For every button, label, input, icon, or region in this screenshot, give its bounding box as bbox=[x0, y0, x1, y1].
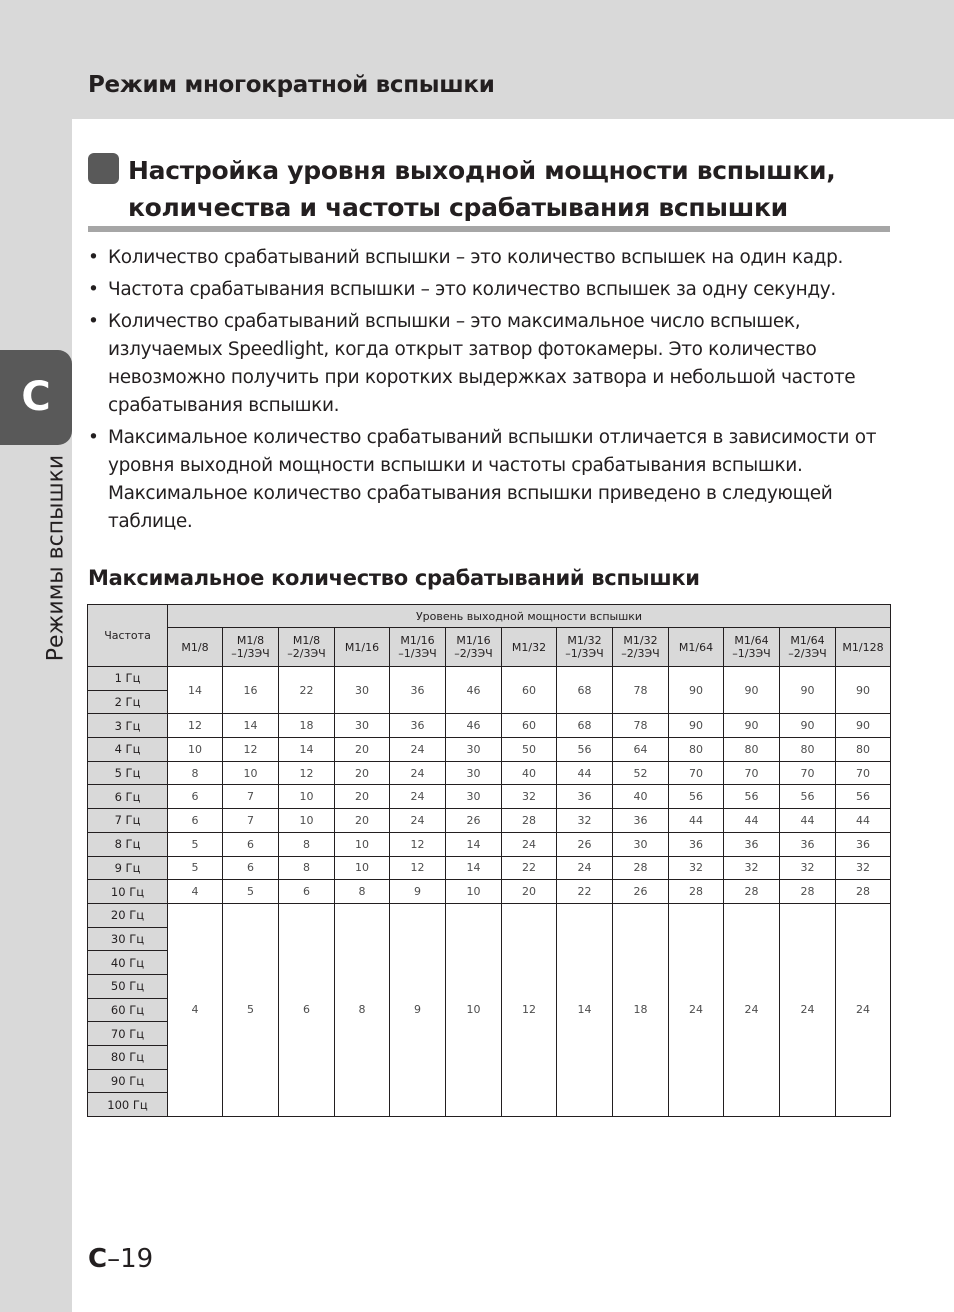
frequency-label: 30 Гц bbox=[88, 927, 168, 951]
flash-count-cell: 24 bbox=[669, 903, 724, 1116]
flash-count-cell: 12 bbox=[502, 903, 557, 1116]
flash-count-cell: 10 bbox=[446, 903, 502, 1116]
frequency-label: 4 Гц bbox=[88, 738, 168, 762]
flash-count-cell: 30 bbox=[335, 714, 390, 738]
column-header-line: M1/16 bbox=[456, 634, 491, 647]
page-number bbox=[88, 1244, 153, 1274]
flash-count-cell: 28 bbox=[836, 880, 891, 904]
column-header-line: M1/64 bbox=[734, 634, 769, 647]
page-number-suffix: –19 bbox=[107, 1244, 154, 1274]
flash-count-cell: 12 bbox=[168, 714, 223, 738]
flash-count-cell: 22 bbox=[557, 880, 613, 904]
column-header-line: M1/16 bbox=[400, 634, 435, 647]
bullet-item bbox=[88, 424, 888, 536]
column-header-line: –2/3ЭЧ bbox=[788, 647, 827, 660]
flash-count-cell: 44 bbox=[724, 809, 780, 833]
flash-count-cell: 30 bbox=[335, 667, 390, 714]
flash-count-cell: 26 bbox=[446, 809, 502, 833]
flash-count-cell: 12 bbox=[390, 856, 446, 880]
table-row bbox=[88, 714, 891, 738]
flash-count-cell: 24 bbox=[390, 738, 446, 762]
flash-count-cell: 6 bbox=[279, 903, 335, 1116]
flash-count-cell: 32 bbox=[557, 809, 613, 833]
column-header-line: M1/64 bbox=[678, 640, 714, 654]
flash-count-cell: 10 bbox=[446, 880, 502, 904]
flash-count-cell: 14 bbox=[446, 832, 502, 856]
table-row bbox=[88, 832, 891, 856]
max-flash-count-table bbox=[87, 604, 891, 1117]
flash-count-cell: 14 bbox=[279, 738, 335, 762]
column-header bbox=[669, 628, 724, 667]
flash-count-cell: 52 bbox=[613, 761, 669, 785]
frequency-label: 2 Гц bbox=[88, 690, 168, 714]
column-header bbox=[557, 628, 613, 667]
flash-count-cell: 10 bbox=[168, 738, 223, 762]
flash-count-cell: 12 bbox=[390, 832, 446, 856]
flash-count-cell: 28 bbox=[502, 809, 557, 833]
corner-header: Частота bbox=[88, 605, 168, 667]
bullet-text: Количество срабатываний вспышки – это максимальное число вспышек, излучаемых Speedlight, когда открыт затвор фотокамеры. Это количество невозможно получить при коротких выдержках затвора и небольшой частоте срабатывания вспышки. bbox=[108, 311, 856, 416]
column-header bbox=[724, 628, 780, 667]
flash-count-cell: 78 bbox=[613, 667, 669, 714]
flash-count-cell: 28 bbox=[780, 880, 836, 904]
flash-count-cell: 24 bbox=[724, 903, 780, 1116]
table-row bbox=[88, 785, 891, 809]
bullet-dot-icon: • bbox=[88, 279, 99, 300]
flash-count-cell: 36 bbox=[613, 809, 669, 833]
flash-count-cell: 4 bbox=[168, 880, 223, 904]
flash-count-cell: 26 bbox=[557, 832, 613, 856]
table-body bbox=[88, 667, 891, 1117]
flash-count-cell: 20 bbox=[335, 738, 390, 762]
frequency-label: 20 Гц bbox=[88, 903, 168, 927]
table-row bbox=[88, 880, 891, 904]
flash-count-cell: 44 bbox=[780, 809, 836, 833]
flash-count-cell: 90 bbox=[780, 667, 836, 714]
column-header-line: –2/3ЭЧ bbox=[287, 647, 326, 660]
bullet-text: Частота срабатывания вспышки – это количество вспышек за одну секунду. bbox=[108, 279, 836, 300]
flash-count-cell: 12 bbox=[223, 738, 279, 762]
flash-count-cell: 50 bbox=[502, 738, 557, 762]
flash-count-cell: 32 bbox=[724, 856, 780, 880]
frequency-label: 90 Гц bbox=[88, 1069, 168, 1093]
frequency-label: 8 Гц bbox=[88, 832, 168, 856]
flash-count-cell: 40 bbox=[613, 785, 669, 809]
flash-count-cell: 14 bbox=[168, 667, 223, 714]
column-header-line: M1/64 bbox=[790, 634, 825, 647]
flash-count-cell: 60 bbox=[502, 714, 557, 738]
flash-count-cell: 6 bbox=[168, 785, 223, 809]
flash-count-cell: 64 bbox=[613, 738, 669, 762]
section-title-line-1: Настройка уровня выходной мощности вспышки, bbox=[128, 156, 836, 185]
flash-count-cell: 56 bbox=[669, 785, 724, 809]
frequency-label: 9 Гц bbox=[88, 856, 168, 880]
frequency-label: 3 Гц bbox=[88, 714, 168, 738]
flash-count-cell: 80 bbox=[836, 738, 891, 762]
page-header-title: Режим многократной вспышки bbox=[88, 72, 495, 98]
table-header-row-1 bbox=[88, 605, 891, 628]
bullet-dot-icon: • bbox=[88, 247, 99, 268]
flash-count-cell: 32 bbox=[669, 856, 724, 880]
flash-count-cell: 60 bbox=[502, 667, 557, 714]
column-header-line: –1/3ЭЧ bbox=[231, 647, 270, 660]
flash-count-cell: 4 bbox=[168, 903, 223, 1116]
flash-count-cell: 6 bbox=[223, 832, 279, 856]
flash-count-cell: 70 bbox=[724, 761, 780, 785]
flash-count-cell: 14 bbox=[557, 903, 613, 1116]
bullet-list bbox=[88, 244, 888, 540]
column-header-line: –2/3ЭЧ bbox=[621, 647, 660, 660]
frequency-label: 50 Гц bbox=[88, 974, 168, 998]
flash-count-cell: 7 bbox=[223, 785, 279, 809]
flash-count-cell: 9 bbox=[390, 903, 446, 1116]
frequency-label: 80 Гц bbox=[88, 1046, 168, 1070]
flash-count-cell: 22 bbox=[502, 856, 557, 880]
frequency-label: 70 Гц bbox=[88, 1022, 168, 1046]
bullet-item bbox=[88, 308, 888, 420]
flash-count-cell: 6 bbox=[279, 880, 335, 904]
flash-count-cell: 24 bbox=[557, 856, 613, 880]
flash-count-cell: 56 bbox=[557, 738, 613, 762]
frequency-label: 40 Гц bbox=[88, 951, 168, 975]
flash-count-cell: 44 bbox=[557, 761, 613, 785]
column-header bbox=[168, 628, 223, 667]
column-header bbox=[836, 628, 891, 667]
flash-count-cell: 56 bbox=[836, 785, 891, 809]
table-row bbox=[88, 761, 891, 785]
column-header bbox=[780, 628, 836, 667]
flash-count-cell: 36 bbox=[669, 832, 724, 856]
flash-count-cell: 28 bbox=[724, 880, 780, 904]
bullet-item bbox=[88, 244, 888, 272]
flash-count-cell: 28 bbox=[613, 856, 669, 880]
flash-count-cell: 56 bbox=[780, 785, 836, 809]
flash-count-cell: 90 bbox=[724, 714, 780, 738]
flash-count-cell: 26 bbox=[613, 880, 669, 904]
flash-count-cell: 70 bbox=[836, 761, 891, 785]
column-header-line: M1/8 bbox=[292, 634, 321, 647]
column-header-line: M1/128 bbox=[842, 640, 884, 654]
flash-count-cell: 70 bbox=[669, 761, 724, 785]
flash-count-cell: 24 bbox=[836, 903, 891, 1116]
flash-count-cell: 16 bbox=[223, 667, 279, 714]
flash-count-cell: 36 bbox=[390, 714, 446, 738]
bullet-text: Количество срабатываний вспышки – это количество вспышек на один кадр. bbox=[108, 247, 844, 268]
flash-count-cell: 10 bbox=[223, 761, 279, 785]
flash-count-cell: 10 bbox=[279, 809, 335, 833]
flash-count-cell: 9 bbox=[390, 880, 446, 904]
frequency-label: 60 Гц bbox=[88, 998, 168, 1022]
bullet-dot-icon: • bbox=[88, 427, 99, 448]
column-header bbox=[335, 628, 390, 667]
flash-count-cell: 18 bbox=[279, 714, 335, 738]
flash-count-cell: 14 bbox=[446, 856, 502, 880]
flash-count-cell: 7 bbox=[223, 809, 279, 833]
flash-count-cell: 90 bbox=[669, 714, 724, 738]
flash-count-cell: 28 bbox=[669, 880, 724, 904]
flash-count-cell: 24 bbox=[780, 903, 836, 1116]
flash-count-cell: 8 bbox=[335, 903, 390, 1116]
flash-count-cell: 80 bbox=[669, 738, 724, 762]
flash-count-cell: 24 bbox=[390, 785, 446, 809]
table-header-row-2 bbox=[88, 628, 891, 667]
frequency-label: 7 Гц bbox=[88, 809, 168, 833]
column-header-line: M1/32 bbox=[567, 634, 602, 647]
flash-count-cell: 56 bbox=[724, 785, 780, 809]
table-row bbox=[88, 809, 891, 833]
table-row bbox=[88, 738, 891, 762]
frequency-label: 6 Гц bbox=[88, 785, 168, 809]
flash-count-cell: 90 bbox=[780, 714, 836, 738]
flash-count-cell: 30 bbox=[613, 832, 669, 856]
flash-count-cell: 32 bbox=[780, 856, 836, 880]
flash-count-cell: 24 bbox=[502, 832, 557, 856]
chapter-letter: C bbox=[21, 374, 51, 420]
flash-count-cell: 80 bbox=[724, 738, 780, 762]
flash-count-cell: 8 bbox=[168, 761, 223, 785]
header-band bbox=[0, 0, 954, 119]
column-header bbox=[223, 628, 279, 667]
column-header-line: –1/3ЭЧ bbox=[398, 647, 437, 660]
flash-count-cell: 20 bbox=[335, 761, 390, 785]
flash-count-cell: 44 bbox=[669, 809, 724, 833]
flash-count-cell: 5 bbox=[223, 880, 279, 904]
flash-count-cell: 8 bbox=[279, 856, 335, 880]
column-header-line: M1/8 bbox=[181, 640, 209, 654]
left-margin-strip bbox=[0, 119, 72, 1312]
column-header-line: M1/32 bbox=[511, 640, 547, 654]
flash-count-cell: 24 bbox=[390, 809, 446, 833]
flash-count-cell: 20 bbox=[335, 809, 390, 833]
flash-count-cell: 32 bbox=[502, 785, 557, 809]
flash-count-cell: 30 bbox=[446, 761, 502, 785]
section-divider bbox=[88, 226, 890, 232]
flash-count-cell: 78 bbox=[613, 714, 669, 738]
flash-count-cell: 6 bbox=[168, 809, 223, 833]
column-header-line: M1/8 bbox=[236, 634, 265, 647]
flash-count-cell: 40 bbox=[502, 761, 557, 785]
flash-count-cell: 20 bbox=[502, 880, 557, 904]
flash-count-cell: 14 bbox=[223, 714, 279, 738]
flash-count-cell: 90 bbox=[836, 714, 891, 738]
flash-count-cell: 46 bbox=[446, 667, 502, 714]
column-header bbox=[613, 628, 669, 667]
flash-count-cell: 8 bbox=[335, 880, 390, 904]
flash-count-cell: 36 bbox=[836, 832, 891, 856]
column-header bbox=[279, 628, 335, 667]
column-header bbox=[446, 628, 502, 667]
table-title: Максимальное количество срабатываний вспышки bbox=[88, 566, 700, 590]
flash-count-cell: 90 bbox=[724, 667, 780, 714]
flash-count-cell: 30 bbox=[446, 785, 502, 809]
flash-count-cell: 30 bbox=[446, 738, 502, 762]
flash-count-cell: 70 bbox=[780, 761, 836, 785]
frequency-label: 100 Гц bbox=[88, 1093, 168, 1117]
flash-count-cell: 22 bbox=[279, 667, 335, 714]
table-row bbox=[88, 903, 891, 927]
flash-count-cell: 10 bbox=[335, 832, 390, 856]
flash-count-cell: 20 bbox=[335, 785, 390, 809]
flash-count-cell: 80 bbox=[780, 738, 836, 762]
bullet-dot-icon: • bbox=[88, 311, 99, 332]
flash-count-cell: 5 bbox=[223, 903, 279, 1116]
frequency-label: 1 Гц bbox=[88, 667, 168, 691]
flash-count-cell: 90 bbox=[669, 667, 724, 714]
flash-count-cell: 24 bbox=[390, 761, 446, 785]
table-row bbox=[88, 667, 891, 691]
column-header-line: –2/3ЭЧ bbox=[454, 647, 493, 660]
flash-count-cell: 8 bbox=[279, 832, 335, 856]
flash-count-cell: 10 bbox=[335, 856, 390, 880]
column-header-line: M1/32 bbox=[623, 634, 658, 647]
column-header-line: M1/16 bbox=[344, 640, 380, 654]
column-header-line: –1/3ЭЧ bbox=[565, 647, 604, 660]
flash-count-cell: 5 bbox=[168, 856, 223, 880]
flash-count-cell: 36 bbox=[390, 667, 446, 714]
flash-count-cell: 68 bbox=[557, 667, 613, 714]
section-title-line-2: количества и частоты срабатывания вспышки bbox=[128, 193, 788, 222]
flash-count-cell: 44 bbox=[836, 809, 891, 833]
flash-count-cell: 32 bbox=[836, 856, 891, 880]
column-header bbox=[390, 628, 446, 667]
flash-count-cell: 5 bbox=[168, 832, 223, 856]
flash-count-cell: 68 bbox=[557, 714, 613, 738]
flash-count-cell: 36 bbox=[724, 832, 780, 856]
flash-count-cell: 18 bbox=[613, 903, 669, 1116]
group-header: Уровень выходной мощности вспышки bbox=[168, 605, 891, 628]
bullet-item bbox=[88, 276, 888, 304]
page-number-letter: C bbox=[88, 1244, 108, 1274]
section-title bbox=[128, 152, 888, 226]
flash-count-cell: 12 bbox=[279, 761, 335, 785]
column-header bbox=[502, 628, 557, 667]
section-square-icon bbox=[88, 153, 119, 184]
column-header-line: –1/3ЭЧ bbox=[732, 647, 771, 660]
bullet-text: Максимальное количество срабатываний вспышки отличается в зависимости от уровня выходной мощности вспышки и частоты срабатывания вспышки. Максимальное количество срабатывания вспышки приведено в следующей таблице. bbox=[108, 427, 877, 532]
flash-count-cell: 90 bbox=[836, 667, 891, 714]
flash-count-cell: 36 bbox=[780, 832, 836, 856]
flash-count-cell: 6 bbox=[223, 856, 279, 880]
flash-count-cell: 36 bbox=[557, 785, 613, 809]
frequency-label: 10 Гц bbox=[88, 880, 168, 904]
flash-count-cell: 10 bbox=[279, 785, 335, 809]
flash-count-cell: 46 bbox=[446, 714, 502, 738]
table-row bbox=[88, 856, 891, 880]
frequency-label: 5 Гц bbox=[88, 761, 168, 785]
chapter-side-label: Режимы вспышки bbox=[43, 454, 69, 662]
